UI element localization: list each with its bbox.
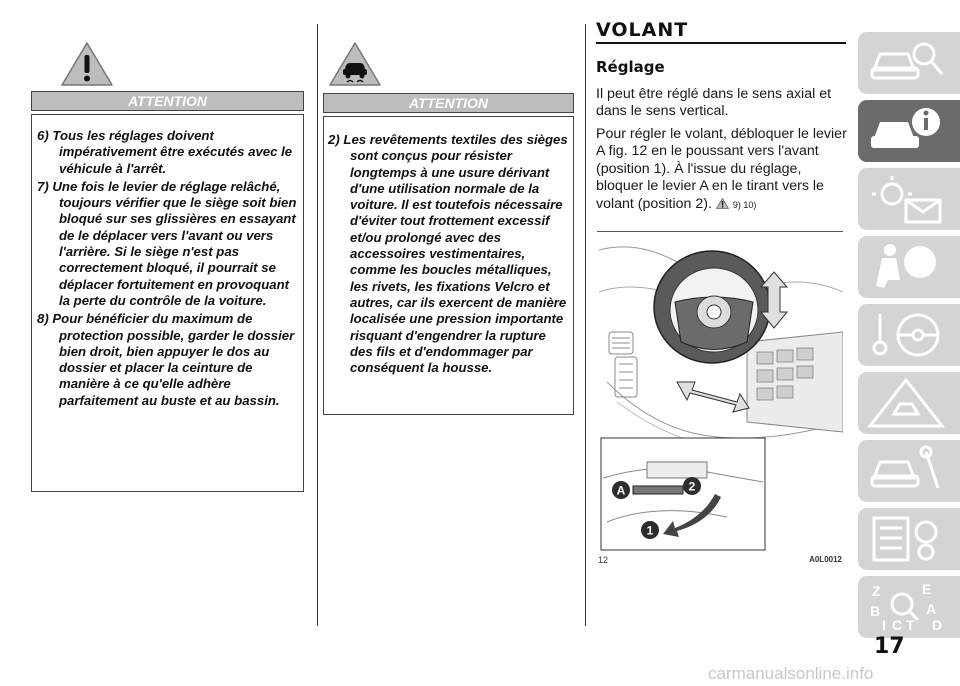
paragraph: Il peut être réglé dans le sens axial et dans le sens vertical.	[596, 86, 832, 120]
column-divider	[317, 24, 318, 626]
figure-code: A0L0012	[809, 555, 842, 564]
svg-text:D: D	[932, 617, 943, 633]
steering-wheel-figure	[597, 232, 843, 552]
warning-item: 2) Les revêtements textiles des sièges sont conçus pour résister longtemps à une usure dérivant d'une utilisation normale de la voiture. Il est toutefois nécessaire d'éviter tout frottement excessif et/ou prolongé avec des accessoires vestimentaires, comme les boucles métalliques, les rivets, les fixations Velcro et autres, car ils exercent de manière localisée une pression importante risquant d'engendrer la rupture des fils et d'endommager par conséquent la housse.	[328, 132, 568, 376]
subsection-title: Réglage	[596, 58, 665, 76]
svg-text:I: I	[882, 617, 886, 633]
car-info-icon	[866, 104, 946, 158]
warning-refs: 9) 10)	[732, 199, 757, 210]
warning-list	[37, 128, 299, 411]
warning-item: 8) Pour bénéficier du maximum de protection possible, garder le dossier bien droit, bien appuyer le dos au dossier et placer la ceinture de manière à ce qu'elle adhère parfaitement au buste et au bassin.	[37, 311, 295, 408]
car-gauge-icon	[866, 36, 946, 90]
warning-lights-icon	[866, 172, 946, 226]
warning-list	[328, 132, 572, 378]
emergency-triangle-icon	[866, 376, 946, 430]
slippery-road-warning-icon	[328, 41, 382, 87]
svg-text:E: E	[922, 581, 932, 597]
svg-text:T: T	[906, 617, 915, 633]
car-wrench-icon	[866, 444, 946, 498]
steering-key-icon	[866, 308, 946, 362]
warning-triangle-icon	[60, 41, 114, 87]
attention-header: ATTENTION	[31, 91, 304, 111]
seat-airbag-icon	[866, 240, 946, 294]
svg-text:B: B	[870, 603, 881, 619]
section-title: VOLANT	[596, 19, 689, 41]
specs-gear-icon	[866, 512, 946, 566]
column-divider	[585, 24, 586, 626]
warning-ref-icon	[716, 198, 729, 209]
figure-label-2: 2	[688, 479, 696, 494]
svg-text:A: A	[926, 601, 937, 617]
alphabet-index-icon	[866, 580, 946, 634]
figure-label-a: A	[616, 483, 626, 498]
tab-maintenance[interactable]	[858, 440, 960, 502]
tab-technical-data[interactable]	[858, 508, 960, 570]
warning-item: 7) Une fois le levier de réglage relâché, toujours vérifier que le siège soit bien bloqué sur ses glissières en essayant de le déplacer vers l'avant ou vers l'arrière. Si le siège n'est pas correctement bloqué, il pourrait se déplacer fortuitement en provoquant la perte du contrôle de la voiture.	[37, 178, 297, 308]
paragraph-text: Pour régler le volant, débloquer le levier A fig. 12 en le poussant vers l'avant (position 1). À l'issue du réglage, bloquer le levier A en le tirant vers le volant (position 2).	[596, 126, 847, 212]
tab-warning-lights[interactable]	[858, 168, 960, 230]
section-rule	[596, 42, 846, 44]
tab-index[interactable]	[858, 576, 960, 638]
tab-vehicle-info[interactable]	[858, 100, 960, 162]
tab-starting-driving[interactable]	[858, 304, 960, 366]
paragraph	[596, 126, 848, 214]
figure-label-1: 1	[646, 523, 654, 538]
warning-item: 6) Tous les réglages doivent impérativement être exécutés avec le véhicule à l'arrêt.	[37, 128, 293, 176]
watermark: carmanualsonline.info	[708, 664, 874, 683]
figure-number: 12	[598, 555, 609, 565]
svg-text:C: C	[892, 617, 903, 633]
attention-header: ATTENTION	[323, 93, 574, 113]
tab-dashboard[interactable]	[858, 32, 960, 94]
tab-emergency[interactable]	[858, 372, 960, 434]
page-number: 17	[874, 634, 905, 659]
tab-safety[interactable]	[858, 236, 960, 298]
svg-text:Z: Z	[872, 583, 881, 599]
